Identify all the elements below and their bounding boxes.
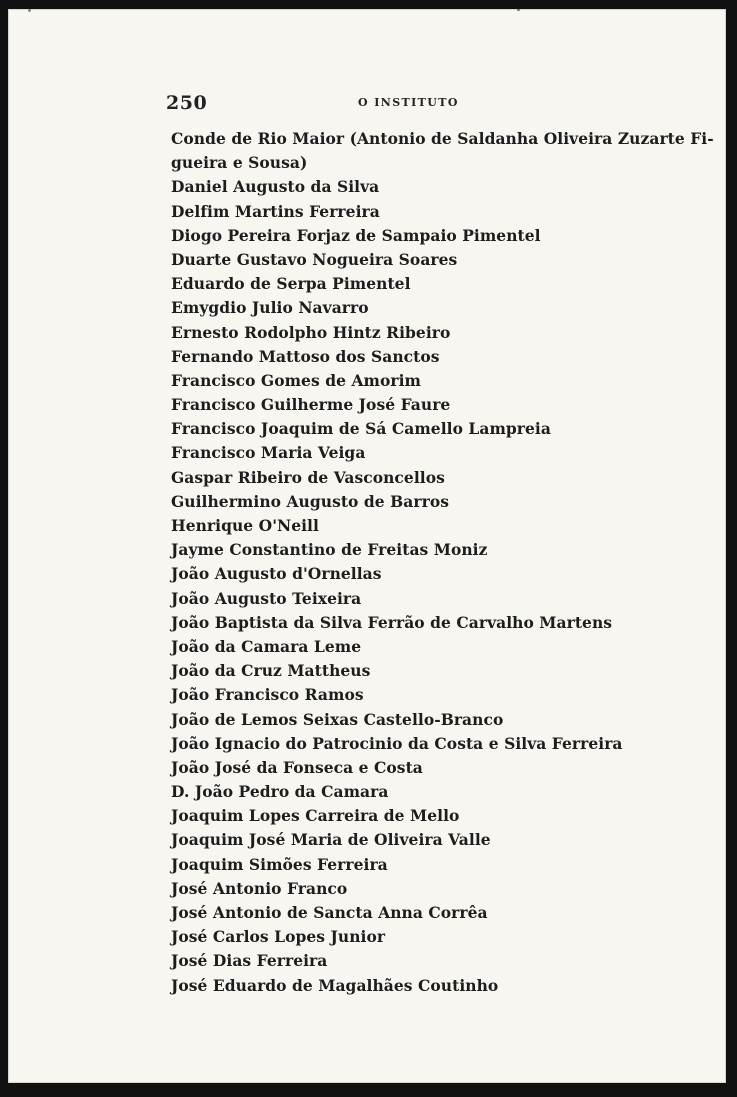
list-item: D. João Pedro da Camara bbox=[171, 782, 389, 802]
list-item: Eduardo de Serpa Pimentel bbox=[171, 274, 411, 294]
list-item: Henrique O'Neill bbox=[171, 516, 319, 535]
paper-speck bbox=[28, 9, 31, 12]
list-item: João Augusto d'Ornellas bbox=[171, 564, 382, 584]
list-item: Gaspar Ribeiro de Vasconcellos bbox=[171, 467, 445, 487]
running-head: O INSTITUTO bbox=[358, 96, 459, 109]
page-header bbox=[8, 92, 726, 116]
list-item: João de Lemos Seixas Castello-Branco bbox=[171, 709, 504, 729]
list-item: Joaquim José Maria de Oliveira Valle bbox=[171, 830, 491, 850]
list-item: Emygdio Julio Navarro bbox=[171, 298, 369, 318]
list-item: José Dias Ferreira bbox=[171, 951, 328, 971]
list-item: Jayme Constantino de Freitas Moniz bbox=[171, 540, 488, 560]
list-item: João José da Fonseca e Costa bbox=[171, 757, 423, 777]
list-item: João Francisco Ramos bbox=[171, 685, 364, 705]
list-item: Diogo Pereira Forjaz de Sampaio Pimentel bbox=[171, 225, 541, 245]
list-item: Francisco Maria Veiga bbox=[171, 443, 366, 463]
list-item: Fernando Mattoso dos Sanctos bbox=[171, 346, 440, 366]
list-item: Delfim Martins Ferreira bbox=[171, 201, 380, 221]
list-item: José Antonio de Sancta Anna Corrêa bbox=[171, 903, 488, 922]
list-item: João da Camara Leme bbox=[171, 636, 362, 656]
page-number: 250 bbox=[166, 92, 208, 114]
list-item: Francisco Guilherme José Faure bbox=[171, 395, 451, 415]
list-item: José Antonio Franco bbox=[171, 878, 348, 898]
list-item: Duarte Gustavo Nogueira Soares bbox=[171, 249, 458, 269]
list-item: Francisco Joaquim de Sá Camello Lampreia bbox=[171, 419, 551, 439]
list-item: Joaquim Lopes Carreira de Mello bbox=[171, 806, 460, 826]
list-item: João Baptista da Silva Ferrão de Carvalho Martens bbox=[171, 612, 613, 632]
list-item: José Carlos Lopes Junior bbox=[171, 927, 386, 947]
member-name-list bbox=[171, 127, 714, 998]
list-item: Daniel Augusto da Silva bbox=[171, 177, 380, 197]
list-item: Guilhermino Augusto de Barros bbox=[171, 491, 449, 511]
paper-speck bbox=[517, 9, 520, 11]
document-page bbox=[8, 9, 726, 1083]
list-item: Joaquim Simões Ferreira bbox=[171, 854, 388, 874]
list-item: Ernesto Rodolpho Hintz Ribeiro bbox=[171, 322, 451, 342]
list-item: Conde de Rio Maior (Antonio de Saldanha Oliveira Zuzarte Fi- bbox=[171, 129, 714, 148]
list-item: José Eduardo de Magalhães Coutinho bbox=[171, 975, 499, 995]
list-item: João da Cruz Mattheus bbox=[171, 661, 371, 681]
list-item: João Ignacio do Patrocinio da Costa e Silva Ferreira bbox=[171, 733, 623, 753]
list-item: gueira e Sousa) bbox=[171, 153, 308, 173]
list-item: Francisco Gomes de Amorim bbox=[171, 370, 421, 390]
list-item: João Augusto Teixeira bbox=[171, 588, 362, 608]
